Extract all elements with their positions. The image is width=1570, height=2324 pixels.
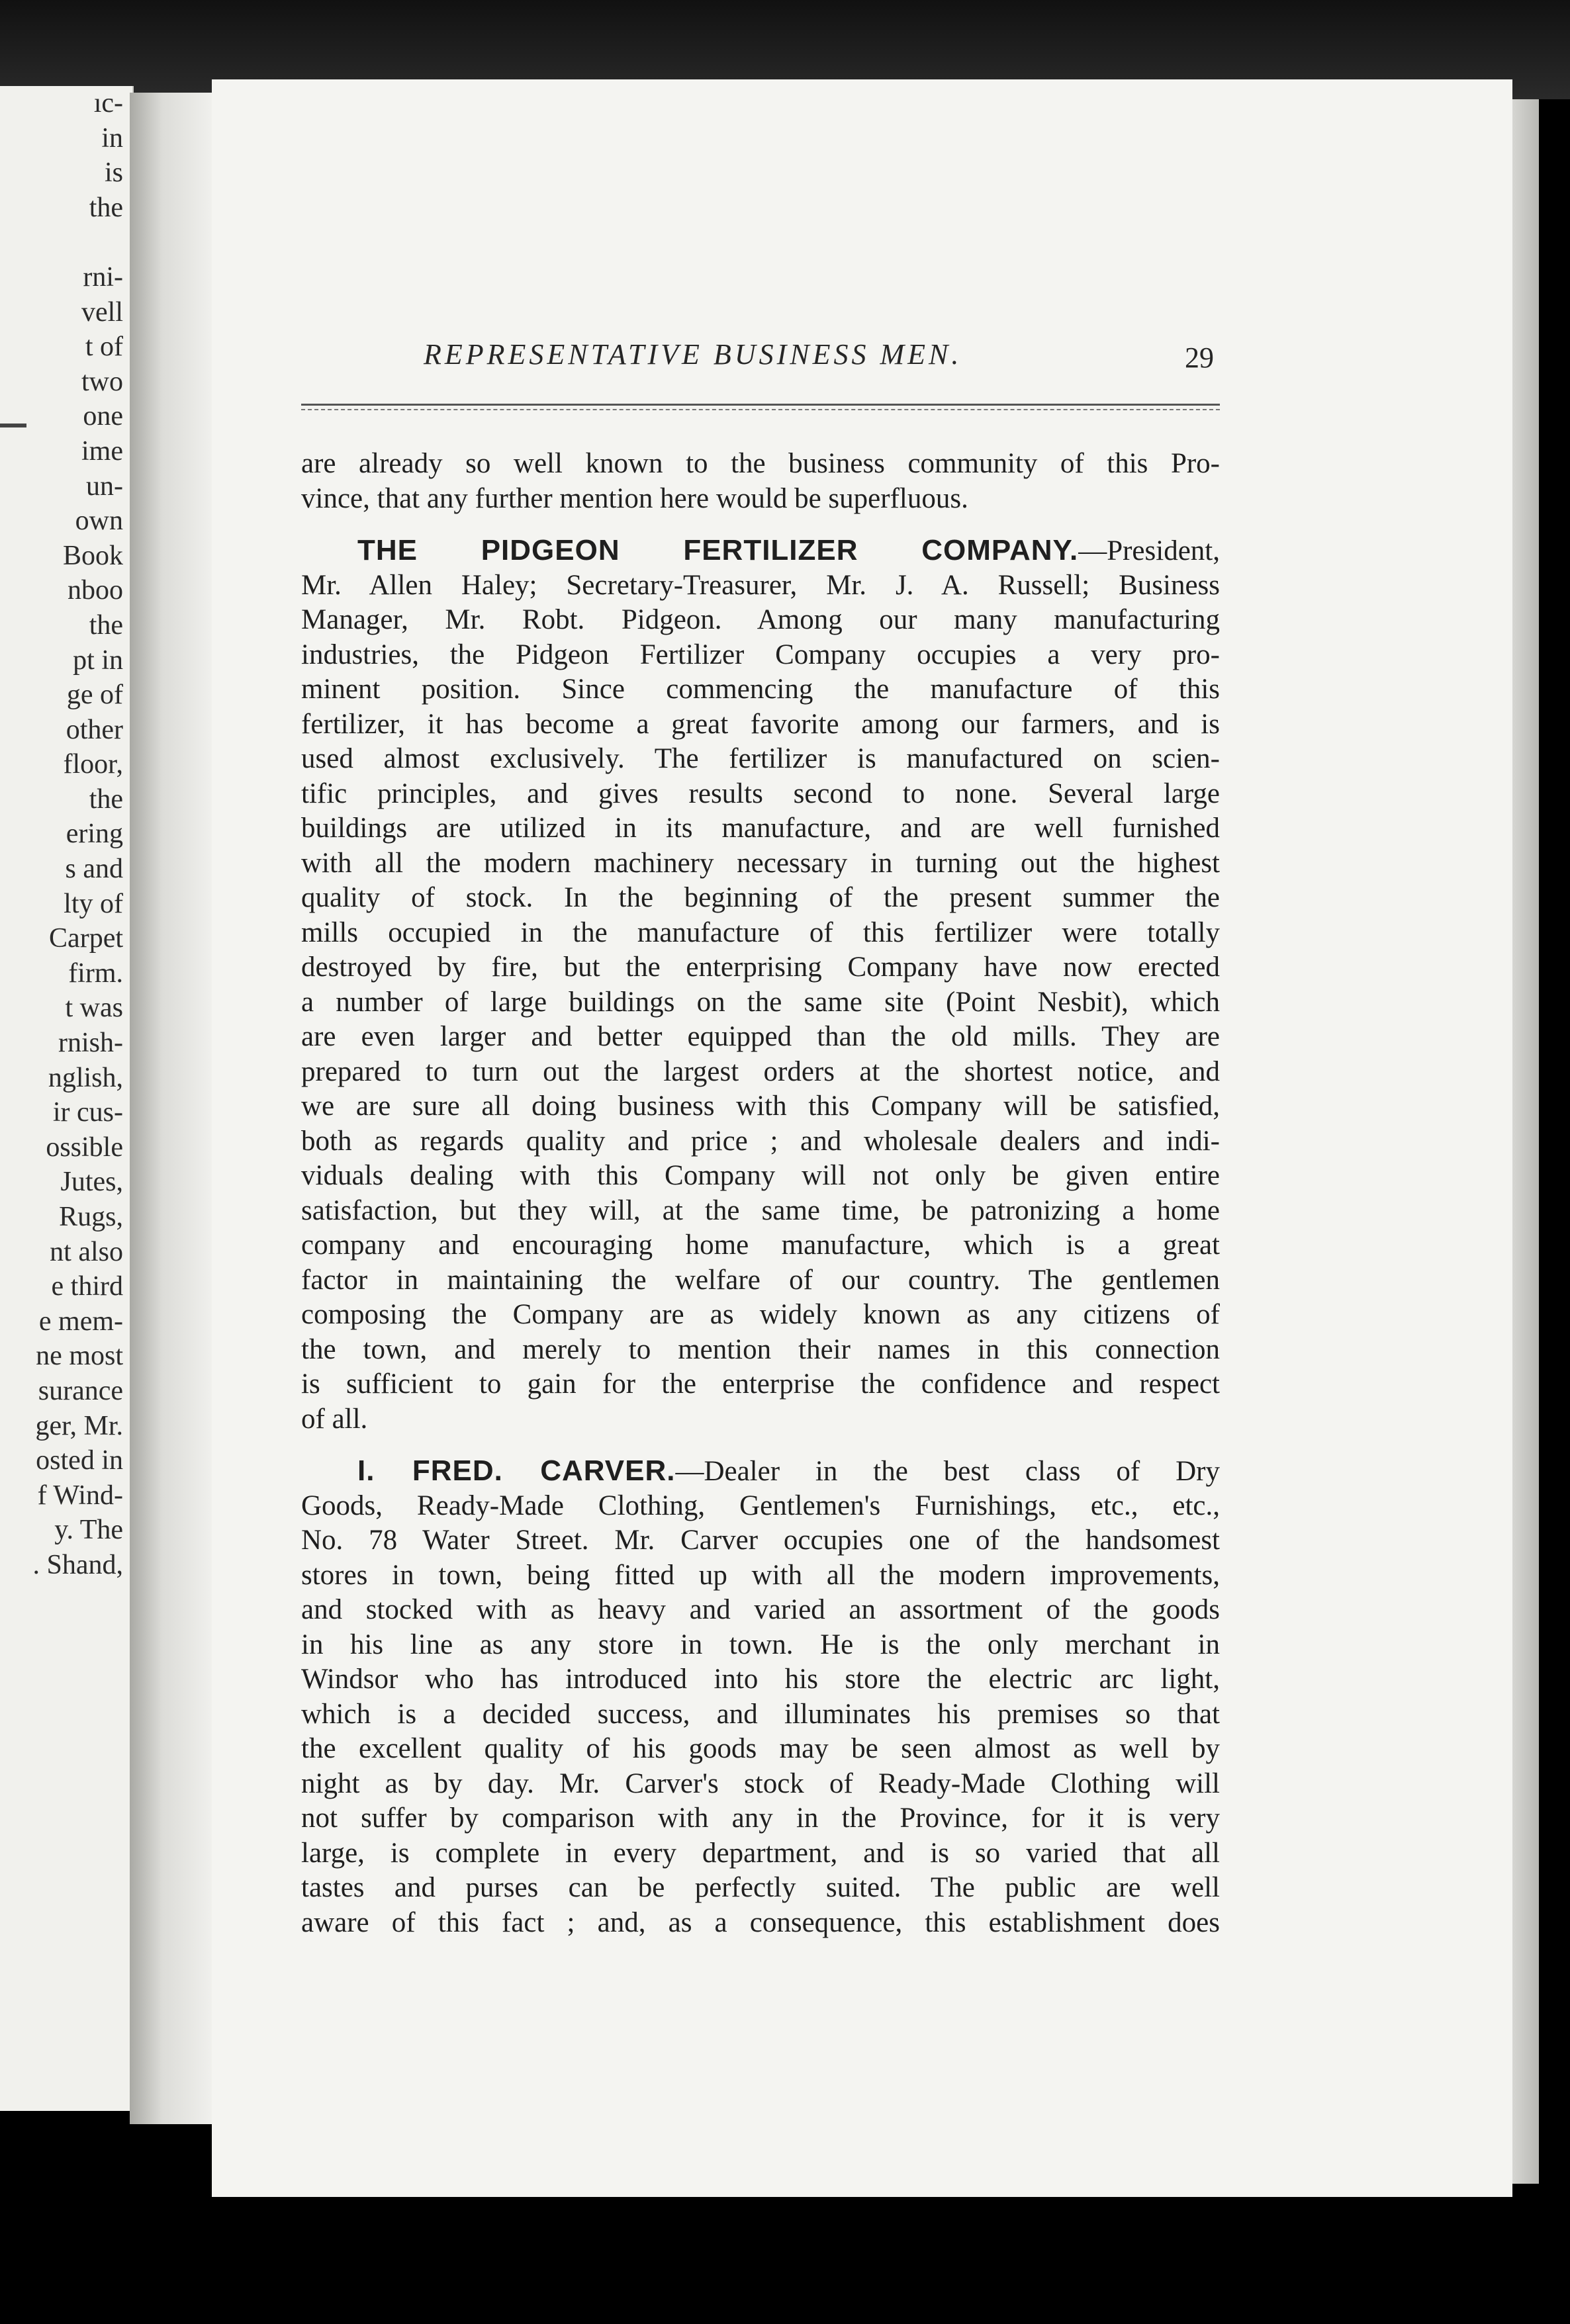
- facing-page-rule: [0, 424, 26, 427]
- text-line: the town, and merely to mention their names in this connection: [301, 1333, 1220, 1365]
- facing-page-fragment-line: osted in: [36, 1445, 123, 1476]
- facing-page-fragment-line: ossible: [46, 1132, 123, 1163]
- text-line: Manager, Mr. Robt. Pidgeon. Among our many manufacturing: [301, 604, 1220, 635]
- text-line: stores in town, being fitted up with all the modern improvements,: [301, 1559, 1220, 1591]
- facing-page-fragment-line: rni-: [83, 261, 123, 292]
- facing-page-fragment: [0, 86, 134, 2111]
- facing-page-fragment-line: other: [66, 714, 123, 745]
- text-line: composing the Company are as widely known as any citizens of: [301, 1299, 1220, 1330]
- header-rule: [301, 404, 1220, 410]
- facing-page-fragment-line: Carpet: [49, 923, 123, 954]
- facing-page-fragment-line: the: [89, 783, 123, 815]
- text-line: of all.: [301, 1403, 368, 1435]
- body-text: [301, 447, 1220, 1940]
- facing-page-fragment-line: ger, Mr.: [35, 1410, 123, 1441]
- text-line: night as by day. Mr. Carver's stock of Ready-Made Clothing will: [301, 1767, 1220, 1799]
- carver-paragraph: [301, 1489, 1220, 1941]
- text-line: a number of large buildings on the same site (Point Nesbit), which: [301, 986, 1220, 1018]
- facing-page-fragment-line: t was: [65, 993, 123, 1024]
- facing-page-fragment-line: lty of: [64, 888, 123, 919]
- text-line: aware of this fact ; and, as a consequence, this establishment does: [301, 1906, 1220, 1938]
- facing-page-fragment-line: e mem-: [38, 1306, 123, 1337]
- text-line: both as regards quality and price ; and wholesale dealers and indi-: [301, 1125, 1220, 1157]
- facing-page-fragment-line: nglish,: [48, 1062, 123, 1093]
- facing-page-fragment-line: vell: [81, 296, 123, 328]
- pidgeon-lead: —President,: [1078, 535, 1220, 566]
- book-gutter: [130, 93, 222, 2124]
- text-line: factor in maintaining the welfare of our country. The gentlemen: [301, 1264, 1220, 1296]
- text-line: Mr. Allen Haley; Secretary-Treasurer, Mr. J. A. Russell; Business: [301, 569, 1220, 601]
- facing-page-fragment-line: Jutes,: [60, 1167, 123, 1198]
- text-line: in his line as any store in town. He is the only merchant in: [301, 1629, 1220, 1660]
- facing-page-fragment-line: the: [89, 609, 123, 641]
- text-line: which is a decided success, and illuminates his premises so that: [301, 1698, 1220, 1730]
- text-line: buildings are utilized in its manufacture, and are well furnished: [301, 813, 1220, 844]
- facing-page-fragment-line: nboo: [68, 575, 123, 606]
- facing-page-fragment-line: nt also: [50, 1236, 123, 1267]
- text-line: tific principles, and gives results second to none. Several large: [301, 778, 1220, 809]
- facing-page-fragment-line: own: [75, 506, 123, 537]
- facing-page-fragment-line: . Shand,: [32, 1549, 123, 1580]
- text-line: is sufficient to gain for the enterprise the confidence and respect: [301, 1368, 1220, 1400]
- text-line: vince, that any further mention here would be superfluous.: [301, 482, 968, 514]
- facing-page-fragment-line: ne most: [36, 1341, 123, 1372]
- facing-page-text: [33, 86, 124, 1583]
- carver-lead: —Dealer in the best class of Dry: [675, 1456, 1220, 1487]
- entry-heading-line: [301, 1454, 1220, 1489]
- facing-page-fragment-line: surance: [38, 1375, 123, 1406]
- facing-page-fragment-line: f Wind-: [37, 1480, 123, 1511]
- facing-page-fragment-line: ge of: [66, 680, 123, 711]
- scan-bottom-border: [0, 2204, 1570, 2324]
- facing-page-fragment-line: un-: [86, 470, 123, 502]
- facing-page-fragment-line: [33, 225, 124, 260]
- text-line: are even larger and better equipped than the old mills. They are: [301, 1021, 1220, 1052]
- text-line: we are sure all doing business with this Company will be satisfied,: [301, 1091, 1220, 1122]
- facing-page-fragment-line: s and: [65, 854, 123, 885]
- facing-page-fragment-line: rnish-: [58, 1028, 123, 1059]
- text-line: with all the modern machinery necessary in turning out the highest: [301, 847, 1220, 879]
- text-line: mills occupied in the manufacture of this fertilizer were totally: [301, 916, 1220, 948]
- text-line: industries, the Pidgeon Fertilizer Company occupies a very pro-: [301, 639, 1220, 670]
- text-line: satisfaction, but they will, at the same time, be patronizing a home: [301, 1194, 1220, 1226]
- facing-page-fragment-line: floor,: [63, 749, 123, 780]
- facing-page-fragment-line: ir cus-: [52, 1097, 123, 1128]
- running-head: REPRESENTATIVE BUSINESS MEN.: [424, 338, 962, 371]
- facing-page-fragment-line: is: [104, 157, 123, 189]
- text-line: used almost exclusively. The fertilizer is manufactured on scien-: [301, 743, 1220, 774]
- text-line: destroyed by fire, but the enterprising Company have now erected: [301, 952, 1220, 983]
- text-line: Windsor who has introduced into his store the electric arc light,: [301, 1664, 1220, 1695]
- facing-page-fragment-line: the: [89, 192, 123, 223]
- facing-page-fragment-line: t of: [85, 332, 123, 363]
- text-line: No. 78 Water Street. Mr. Carver occupies one of the handsomest: [301, 1525, 1220, 1556]
- facing-page-fragment-line: ering: [66, 819, 123, 850]
- facing-page-fragment-line: firm.: [68, 958, 123, 989]
- page-edge: [1512, 99, 1539, 2184]
- text-line: prepared to turn out the largest orders at the shortest notice, and: [301, 1055, 1220, 1087]
- facing-page-fragment-line: ime: [81, 435, 123, 467]
- facing-page-fragment-line: pt in: [73, 645, 123, 676]
- text-line: the excellent quality of his goods may be seen almost as well by: [301, 1733, 1220, 1764]
- text-line: large, is complete in every department, and is so varied that all: [301, 1837, 1220, 1869]
- text-line: tastes and purses can be perfectly suited. The public are well: [301, 1872, 1220, 1903]
- text-line: not suffer by comparison with any in the Province, for it is very: [301, 1803, 1220, 1834]
- text-line: Goods, Ready-Made Clothing, Gentlemen's Furnishings, etc., etc.,: [301, 1490, 1220, 1521]
- entry-heading-line: [301, 533, 1220, 568]
- pidgeon-heading: THE PIDGEON FERTILIZER COMPANY.: [357, 534, 1079, 566]
- facing-page-fragment-line: Book: [62, 540, 123, 571]
- carver-heading: I. FRED. CARVER.: [357, 1454, 676, 1487]
- text-line: fertilizer, it has become a great favorite among our farmers, and is: [301, 708, 1220, 740]
- facing-page-fragment-line: one: [83, 401, 123, 432]
- text-line: are already so well known to the business community of this Pro-: [301, 448, 1220, 479]
- facing-page-fragment-line: e third: [51, 1271, 123, 1302]
- facing-page-fragment-line: in: [101, 122, 123, 154]
- text-line: and stocked with as heavy and varied an assortment of the goods: [301, 1594, 1220, 1625]
- text-line: quality of stock. In the beginning of the present summer the: [301, 882, 1220, 913]
- facing-page-fragment-line: ıc-: [93, 88, 123, 118]
- page-number: 29: [1185, 341, 1214, 374]
- text-line: viduals dealing with this Company will not only be given entire: [301, 1160, 1220, 1191]
- facing-page-fragment-line: two: [81, 366, 123, 397]
- facing-page-fragment-line: y. The: [54, 1515, 123, 1546]
- facing-page-fragment-line: Rugs,: [59, 1202, 123, 1232]
- pidgeon-paragraph: [301, 568, 1220, 1437]
- text-line: company and encouraging home manufacture, which is a great: [301, 1229, 1220, 1261]
- text-line: minent position. Since commencing the manufacture of this: [301, 674, 1220, 705]
